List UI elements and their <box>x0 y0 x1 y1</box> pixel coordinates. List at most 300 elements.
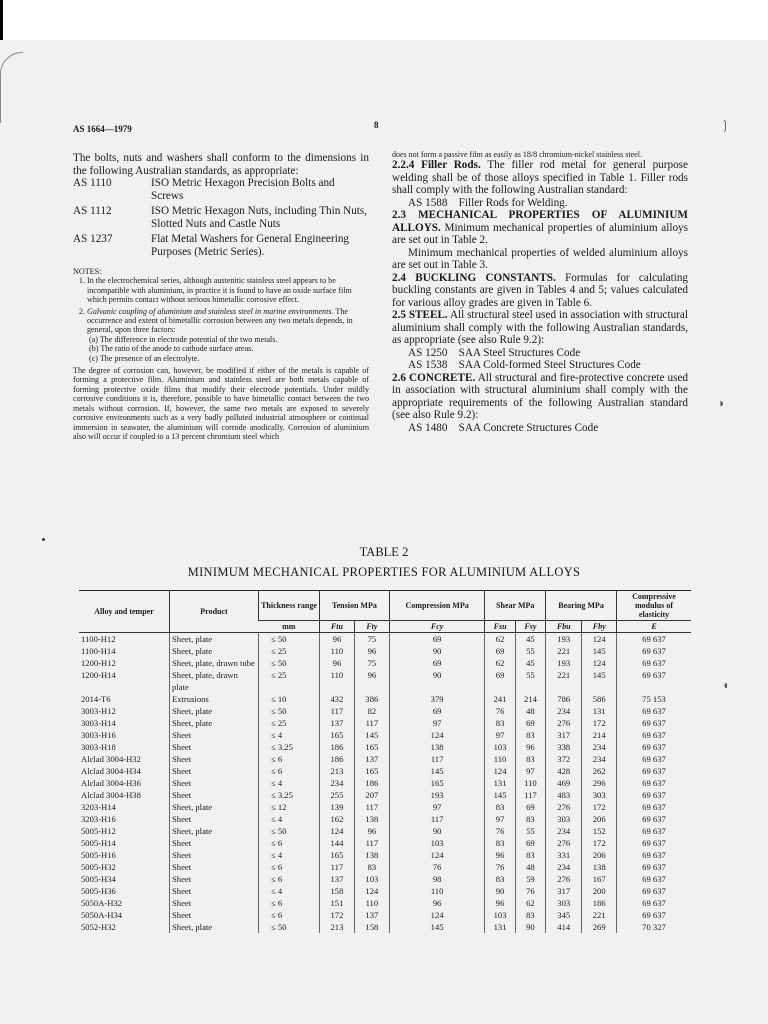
fty-cell: 103 <box>354 873 389 885</box>
fsu-cell: 76 <box>485 705 515 717</box>
alloy-cell: 1100-H12 <box>81 634 116 644</box>
product-cell: Sheet, plate, drawn tube <box>170 657 259 669</box>
product-cell: Sheet <box>170 753 259 765</box>
fsy-cell: 69 <box>515 717 545 729</box>
section-2-3 <box>392 209 688 247</box>
standard-title: ISO Metric Hexagon Nuts, including Thin Nuts, Slotted Nuts and Castle Nuts <box>151 205 368 230</box>
table-row <box>79 741 691 753</box>
page-number: 8 <box>374 120 379 130</box>
ftu-cell: 139 <box>320 801 355 813</box>
thickness-cell: ≤ 25 <box>259 717 320 729</box>
fby-cell: 172 <box>582 801 617 813</box>
fcy-cell: 124 <box>389 849 485 861</box>
note-item <box>87 307 369 363</box>
table-row <box>79 729 691 741</box>
note-item <box>87 276 369 304</box>
standard-title: Flat Metal Washers for General Engineering Purposes (Metric Series). <box>151 233 350 258</box>
alloy-cell: 5005-H16 <box>81 850 116 860</box>
binder-hole-mark: ◖ <box>722 678 730 692</box>
standard-header: AS 1664—1979 <box>73 124 132 134</box>
table-row <box>79 921 691 933</box>
col-product: Product <box>170 591 259 633</box>
ftu-cell: 234 <box>320 777 355 789</box>
thickness-cell: ≤ 6 <box>259 909 320 921</box>
modulus-cell: 69 637 <box>617 705 692 717</box>
standard-reference <box>392 197 688 210</box>
ftu-cell: 255 <box>320 789 355 801</box>
fbu-cell: 786 <box>546 693 582 705</box>
fcy-cell: 97 <box>389 801 485 813</box>
fsu-cell: 97 <box>485 729 515 741</box>
table-row <box>79 897 691 909</box>
fbu-cell: 331 <box>546 849 582 861</box>
modulus-cell: 69 637 <box>617 909 692 921</box>
fsu-cell: 103 <box>485 741 515 753</box>
fby-cell: 221 <box>582 909 617 921</box>
fsu-cell: 62 <box>485 633 515 646</box>
fby-cell: 172 <box>582 717 617 729</box>
fty-cell: 96 <box>354 645 389 657</box>
fbu-cell: 469 <box>546 777 582 789</box>
standard-code: AS 1237 <box>73 233 113 245</box>
fty-cell: 83 <box>354 861 389 873</box>
section-2-4 <box>392 272 688 310</box>
modulus-cell: 69 637 <box>617 873 692 885</box>
thickness-cell: ≤ 4 <box>259 729 320 741</box>
fsu-cell: 96 <box>485 849 515 861</box>
modulus-cell: 70 327 <box>617 921 692 933</box>
thickness-cell: ≤ 50 <box>259 633 320 646</box>
sym-ftu: Ftu <box>320 621 355 633</box>
thickness-cell: ≤ 50 <box>259 921 320 933</box>
standard-code: AS 1588 <box>408 196 448 209</box>
table-row <box>79 693 691 705</box>
section-heading: 2.3 MECHANICAL PROPERTIES OF ALUMINIUM ALLOYS. <box>392 209 688 234</box>
col-shear: Shear MPa <box>485 591 546 621</box>
col-bearing: Bearing MPa <box>546 591 617 621</box>
fsy-cell: 83 <box>515 813 545 825</box>
fty-cell: 75 <box>354 633 389 646</box>
fby-cell: 131 <box>582 705 617 717</box>
fby-cell: 138 <box>582 861 617 873</box>
modulus-cell: 69 637 <box>617 765 692 777</box>
fsy-cell: 69 <box>515 837 545 849</box>
col-thickness: Thickness range <box>259 591 320 621</box>
continuation-text: does not form a passive film as easily as 18/8 chromium-nickel stainless steel. <box>392 150 642 159</box>
table-title: MINIMUM MECHANICAL PROPERTIES FOR ALUMINIUM ALLOYS <box>187 565 581 579</box>
table-row <box>79 753 691 765</box>
table-row <box>79 705 691 717</box>
ftu-cell: 213 <box>320 765 355 777</box>
table-row <box>79 801 691 813</box>
alloy-cell: Alclad 3004-H36 <box>81 778 141 788</box>
ftu-cell: 96 <box>320 633 355 646</box>
col-compression: Compression MPa <box>389 591 485 621</box>
product-cell: Extrusions <box>170 693 259 705</box>
fby-cell: 214 <box>582 729 617 741</box>
fsu-cell: 131 <box>485 921 515 933</box>
fby-cell: 262 <box>582 765 617 777</box>
thickness-cell: ≤ 6 <box>259 753 320 765</box>
fsy-cell: 83 <box>515 849 545 861</box>
fty-cell: 137 <box>354 753 389 765</box>
fby-cell: 145 <box>582 669 617 693</box>
ftu-cell: 165 <box>320 729 355 741</box>
fty-cell: 138 <box>354 813 389 825</box>
fsu-cell: 83 <box>485 837 515 849</box>
fby-cell: 206 <box>582 813 617 825</box>
ftu-cell: 124 <box>320 825 355 837</box>
fty-cell: 186 <box>354 777 389 789</box>
modulus-cell: 69 637 <box>617 849 692 861</box>
fbu-cell: 303 <box>546 897 582 909</box>
ftu-cell: 96 <box>320 657 355 669</box>
thickness-cell: ≤ 6 <box>259 873 320 885</box>
fsy-cell: 76 <box>515 885 545 897</box>
fcy-cell: 124 <box>389 909 485 921</box>
fsy-cell: 69 <box>515 801 545 813</box>
fcy-cell: 69 <box>389 705 485 717</box>
product-cell: Sheet <box>170 849 259 861</box>
fbu-cell: 372 <box>546 753 582 765</box>
sym-fsu: Fsu <box>485 621 515 633</box>
fbu-cell: 276 <box>546 873 582 885</box>
table-row <box>79 909 691 921</box>
fby-cell: 303 <box>582 789 617 801</box>
section-heading: 2.4 BUCKLING CONSTANTS. <box>392 271 556 284</box>
fty-cell: 117 <box>354 801 389 813</box>
sym-fsy: Fsy <box>515 621 545 633</box>
page-edge <box>0 0 3 40</box>
factor-item: (b) The ratio of the anode to cathode surface areas. <box>89 344 254 354</box>
fcy-cell: 117 <box>389 813 485 825</box>
fsu-cell: 96 <box>485 897 515 909</box>
alloy-cell: 5050A-H32 <box>81 898 123 908</box>
alloy-cell: Alclad 3004-H38 <box>81 790 141 800</box>
col-tension: Tension MPa <box>320 591 390 621</box>
table-row <box>79 849 691 861</box>
thickness-cell: ≤ 12 <box>259 801 320 813</box>
product-cell: Sheet <box>170 741 259 753</box>
fty-cell: 75 <box>354 657 389 669</box>
section-2-5 <box>392 309 688 347</box>
fbu-cell: 234 <box>546 825 582 837</box>
fty-cell: 96 <box>354 825 389 837</box>
notes-label: NOTES: <box>73 267 102 276</box>
note-italic-heading: Galvanic coupling of aluminium and stainless steel in marine environments. <box>87 306 334 316</box>
standard-row <box>73 205 369 230</box>
product-cell: Sheet, plate <box>170 921 259 933</box>
fby-cell: 234 <box>582 741 617 753</box>
alloy-cell: 1200-H14 <box>81 670 116 680</box>
fty-cell: 117 <box>354 837 389 849</box>
modulus-cell: 69 637 <box>617 657 692 669</box>
table-row <box>79 717 691 729</box>
ftu-cell: 162 <box>320 813 355 825</box>
fcy-cell: 145 <box>389 921 485 933</box>
table-row <box>79 789 691 801</box>
alloy-cell: Alclad 3004-H34 <box>81 766 141 776</box>
fty-cell: 110 <box>354 897 389 909</box>
fbu-cell: 276 <box>546 801 582 813</box>
fbu-cell: 483 <box>546 789 582 801</box>
alloy-cell: 3003-H18 <box>81 742 116 752</box>
section-heading: 2.5 STEEL. <box>392 309 448 321</box>
scan-speck <box>42 538 45 541</box>
standard-title: SAA Cold-formed Steel Structures Code <box>458 359 641 371</box>
product-cell: Sheet <box>170 789 259 801</box>
fbu-cell: 193 <box>546 657 582 669</box>
fsy-cell: 96 <box>515 741 545 753</box>
right-column <box>392 150 688 434</box>
fcy-cell: 103 <box>389 837 485 849</box>
section-heading: 2.6 CONCRETE. <box>392 371 476 384</box>
alloy-cell: 1200-H12 <box>81 658 116 668</box>
fcy-cell: 96 <box>389 897 485 909</box>
section-heading: 2.2.4 Filler Rods. <box>392 159 481 171</box>
thickness-cell: ≤ 4 <box>259 777 320 789</box>
fsy-cell: 59 <box>515 873 545 885</box>
thickness-cell: ≤ 50 <box>259 657 320 669</box>
table-row <box>79 861 691 873</box>
product-cell: Sheet <box>170 885 259 897</box>
thickness-cell: ≤ 4 <box>259 813 320 825</box>
sym-fty: Fty <box>354 621 389 633</box>
section-text: The filler rod metal for general purpose welding shall be of those alloys specified in Table 1. Filler rods shall comply with the following Australian standard: <box>392 159 688 196</box>
fcy-cell: 90 <box>389 825 485 837</box>
sym-e: E <box>617 621 692 633</box>
col-alloy: Alloy and temper <box>79 591 170 633</box>
product-cell: Sheet, plate <box>170 801 259 813</box>
fbu-cell: 276 <box>546 717 582 729</box>
fcy-cell: 97 <box>389 717 485 729</box>
fbu-cell: 428 <box>546 765 582 777</box>
fsy-cell: 45 <box>515 657 545 669</box>
fty-cell: 117 <box>354 717 389 729</box>
standard-title: SAA Steel Structures Code <box>458 346 581 359</box>
thickness-cell: ≤ 10 <box>259 693 320 705</box>
fty-cell: 158 <box>354 921 389 933</box>
fbu-cell: 338 <box>546 741 582 753</box>
fsu-cell: 69 <box>485 669 515 693</box>
alloy-cell: 5052-H32 <box>81 922 116 932</box>
fbu-cell: 276 <box>546 837 582 849</box>
fsy-cell: 62 <box>515 897 545 909</box>
thickness-cell: ≤ 25 <box>259 669 320 693</box>
fsy-cell: 48 <box>515 705 545 717</box>
fcy-cell: 69 <box>389 657 485 669</box>
modulus-cell: 69 637 <box>617 777 692 789</box>
product-cell: Sheet, plate <box>170 645 259 657</box>
corrosion-paragraph: The degree of corrosion can, however, be modified if either of the metals is capable of forming a protective film. Aluminium and stainless steel are both metals capable of forming protective oxide films that modify their electrode potentials. Under mildly corrosive conditions it is, therefore, possible to have bimetallic contact between the two metals without corrosion. If, however, the same two metals are exposed to severely corrosive environments such as a very badly polluted industrial atmosphere or continual immersion in seawater, the aluminium will corrode anodically. Corrosion of aluminium also will occur if coupled to a 13 percent chromium steel which <box>73 366 369 441</box>
fbu-cell: 317 <box>546 729 582 741</box>
ftu-cell: 158 <box>320 885 355 897</box>
ftu-cell: 137 <box>320 873 355 885</box>
thickness-cell: ≤ 50 <box>259 705 320 717</box>
fsu-cell: 97 <box>485 813 515 825</box>
fby-cell: 586 <box>582 693 617 705</box>
fty-cell: 82 <box>354 705 389 717</box>
fsy-cell: 48 <box>515 861 545 873</box>
fby-cell: 152 <box>582 825 617 837</box>
table-body <box>79 633 691 934</box>
product-cell: Sheet, plate <box>170 705 259 717</box>
modulus-cell: 69 637 <box>617 741 692 753</box>
standard-title: SAA Concrete Structures Code <box>458 421 599 434</box>
fby-cell: 172 <box>582 837 617 849</box>
modulus-cell: 69 637 <box>617 885 692 897</box>
fsu-cell: 83 <box>485 873 515 885</box>
modulus-cell: 69 637 <box>617 753 692 765</box>
alloy-cell: 3003-H12 <box>81 706 116 716</box>
fby-cell: 200 <box>582 885 617 897</box>
alloy-cell: 2014-T6 <box>81 694 111 704</box>
alloy-cell: 3003-H14 <box>81 718 116 728</box>
fbu-cell: 414 <box>546 921 582 933</box>
fsu-cell: 241 <box>485 693 515 705</box>
ftu-cell: 144 <box>320 837 355 849</box>
alloy-cell: 1100-H14 <box>81 646 116 656</box>
fbu-cell: 234 <box>546 705 582 717</box>
fsu-cell: 145 <box>485 789 515 801</box>
alloy-cell: 3203-H16 <box>81 814 116 824</box>
fsy-cell: 55 <box>515 669 545 693</box>
thickness-cell: ≤ 6 <box>259 897 320 909</box>
fbu-cell: 345 <box>546 909 582 921</box>
modulus-cell: 69 637 <box>617 813 692 825</box>
standard-reference <box>392 359 688 372</box>
fcy-cell: 76 <box>389 861 485 873</box>
ftu-cell: 165 <box>320 849 355 861</box>
table-row <box>79 813 691 825</box>
product-cell: Sheet, plate <box>170 825 259 837</box>
fty-cell: 386 <box>354 693 389 705</box>
sym-fbu: Fbu <box>546 621 582 633</box>
standard-code: AS 1538 <box>408 359 448 371</box>
thickness-cell: ≤ 3.25 <box>259 741 320 753</box>
thickness-cell: ≤ 6 <box>259 765 320 777</box>
standard-code: AS 1110 <box>73 177 112 189</box>
table-row <box>79 837 691 849</box>
fcy-cell: 90 <box>389 645 485 657</box>
product-cell: Sheet <box>170 837 259 849</box>
fbu-cell: 221 <box>546 645 582 657</box>
ftu-cell: 151 <box>320 897 355 909</box>
fby-cell: 234 <box>582 753 617 765</box>
fsy-cell: 83 <box>515 729 545 741</box>
ftu-cell: 117 <box>320 861 355 873</box>
intro-paragraph: The bolts, nuts and washers shall conform to the dimensions in the following Australian standards, as appropriate: <box>73 152 369 177</box>
modulus-cell: 69 637 <box>617 837 692 849</box>
ftu-cell: 213 <box>320 921 355 933</box>
fsu-cell: 69 <box>485 645 515 657</box>
product-cell: Sheet <box>170 861 259 873</box>
fcy-cell: 165 <box>389 777 485 789</box>
notes-block <box>73 267 369 441</box>
fcy-cell: 90 <box>389 669 485 693</box>
ftu-cell: 117 <box>320 705 355 717</box>
fsu-cell: 76 <box>485 825 515 837</box>
modulus-cell: 69 637 <box>617 801 692 813</box>
sym-fby: Fby <box>582 621 617 633</box>
fby-cell: 145 <box>582 645 617 657</box>
ftu-cell: 432 <box>320 693 355 705</box>
section-text: Formulas for calculating buckling constants are given in Tables 4 and 5; values calculated for various alloy grades are given in Table 6. <box>392 271 689 309</box>
fsu-cell: 110 <box>485 753 515 765</box>
fcy-cell: 138 <box>389 741 485 753</box>
thickness-cell: ≤ 6 <box>259 861 320 873</box>
alloy-cell: 5005-H32 <box>81 862 116 872</box>
fby-cell: 124 <box>582 657 617 669</box>
binder-hole-mark: ◗ <box>718 396 726 410</box>
fsy-cell: 110 <box>515 777 545 789</box>
alloy-cell: Alclad 3004-H32 <box>81 754 141 764</box>
fby-cell: 124 <box>582 633 617 646</box>
fby-cell: 167 <box>582 873 617 885</box>
modulus-cell: 69 637 <box>617 897 692 909</box>
section-2-6 <box>392 372 688 422</box>
fby-cell: 186 <box>582 897 617 909</box>
fsu-cell: 90 <box>485 885 515 897</box>
fcy-cell: 145 <box>389 765 485 777</box>
fsy-cell: 90 <box>515 921 545 933</box>
table-row <box>79 825 691 837</box>
modulus-cell: 69 637 <box>617 645 692 657</box>
fsu-cell: 131 <box>485 777 515 789</box>
standard-reference <box>392 422 688 435</box>
fby-cell: 206 <box>582 849 617 861</box>
table-row <box>79 669 691 693</box>
product-cell: Sheet, plate, drawn plate <box>170 669 259 693</box>
fbu-cell: 317 <box>546 885 582 897</box>
table-row <box>79 633 691 646</box>
modulus-cell: 69 637 <box>617 825 692 837</box>
fsy-cell: 45 <box>515 633 545 646</box>
modulus-cell: 75 153 <box>617 693 692 705</box>
fsy-cell: 117 <box>515 789 545 801</box>
fbu-cell: 303 <box>546 813 582 825</box>
left-column <box>73 152 369 441</box>
note-text: In the electrochemical series, although austenitic stainless steel appears to be incompatible with aluminium, in practice it is found to have an oxide surface film which permits contact without serious bimetallic corrosive effect. <box>87 276 352 305</box>
table-row <box>79 657 691 669</box>
alloy-cell: 3203-H14 <box>81 802 116 812</box>
product-cell: Sheet <box>170 765 259 777</box>
properties-table <box>79 590 691 933</box>
fsy-cell: 55 <box>515 645 545 657</box>
binder-hole-mark: ❳ <box>720 118 731 132</box>
alloy-cell: 3003-H16 <box>81 730 116 740</box>
alloy-cell: 5005-H12 <box>81 826 116 836</box>
fsu-cell: 76 <box>485 861 515 873</box>
standard-title: Filler Rods for Welding. <box>458 196 568 209</box>
modulus-cell: 69 637 <box>617 669 692 693</box>
ftu-cell: 110 <box>320 669 355 693</box>
top-bar <box>0 0 768 40</box>
modulus-cell: 69 637 <box>617 729 692 741</box>
table-row <box>79 873 691 885</box>
alloy-cell: 5050A-H34 <box>81 910 123 920</box>
ftu-cell: 186 <box>320 741 355 753</box>
product-cell: Sheet <box>170 813 259 825</box>
fcy-cell: 193 <box>389 789 485 801</box>
fty-cell: 165 <box>354 741 389 753</box>
fty-cell: 96 <box>354 669 389 693</box>
ftu-cell: 137 <box>320 717 355 729</box>
standard-row <box>73 233 369 258</box>
fsu-cell: 124 <box>485 765 515 777</box>
thickness-unit: mm <box>259 621 320 633</box>
fcy-cell: 117 <box>389 753 485 765</box>
